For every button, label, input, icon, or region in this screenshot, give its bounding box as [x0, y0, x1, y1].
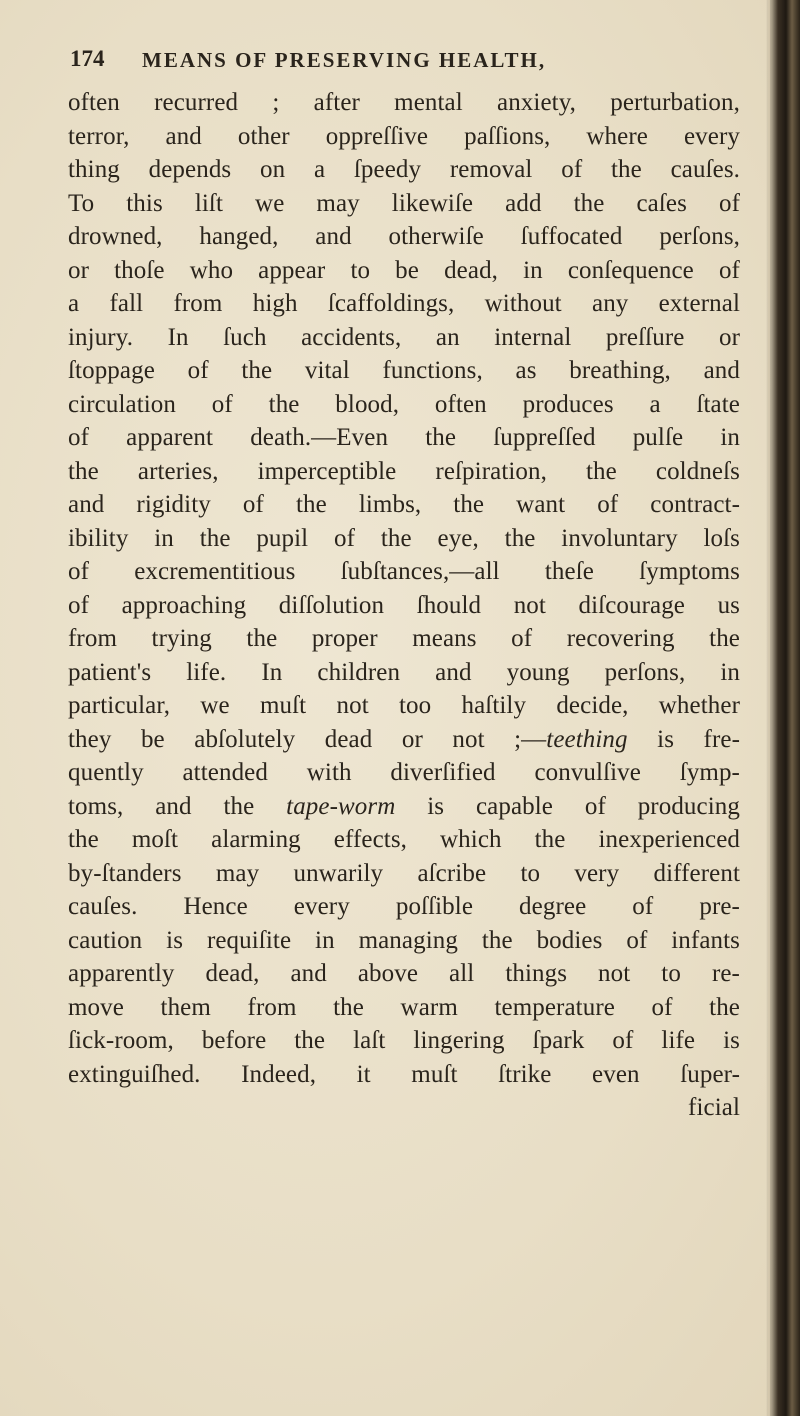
text-line: quently attended with diverſified convulſive ſymp- — [68, 759, 740, 786]
italic-term-teething: teething — [546, 725, 628, 753]
running-head-title: MEANS OF PRESERVING HEALTH, — [142, 48, 547, 72]
page-number: 174 — [70, 46, 105, 71]
text-line: particular, we muſt not too haſtily decide, whether — [68, 692, 740, 719]
text-line: often recurred ; after mental anxiety, perturbation, — [68, 89, 740, 116]
text-line: circulation of the blood, often produces a ſtate — [68, 390, 740, 418]
text-line: terror, and other oppreſſive paſſions, where every — [68, 122, 740, 150]
text-segment: toms, and the — [68, 792, 287, 820]
book-binding-shadow — [766, 0, 800, 1416]
text-line: by-ſtanders may unwarily aſcribe to very different — [68, 859, 740, 887]
text-line: or thoſe who appear to be dead, in conſequence of — [68, 256, 740, 284]
text-line: of apparent death.—Even the ſuppreſſed pulſe in — [68, 424, 740, 451]
text-line: from trying the proper means of recovering the — [68, 625, 740, 652]
text-line: extinguiſhed. Indeed, it muſt ſtrike even ſuper- — [68, 1060, 740, 1088]
italic-term-tape-worm: tape-worm — [286, 792, 396, 820]
text-line: and rigidity of the limbs, the want of contract- — [68, 491, 740, 518]
text-line: apparently dead, and above all things not to re- — [68, 960, 740, 987]
text-line: thing depends on a ſpeedy removal of the cauſes. — [68, 156, 740, 183]
text-line-with-italic — [68, 723, 740, 757]
text-line: ſick-room, before the laſt lingering ſpark of life is — [68, 1027, 740, 1054]
running-head — [70, 46, 730, 80]
text-line: caution is requiſite in managing the bodies of infants — [68, 926, 740, 954]
page-edge-line — [768, 0, 770, 1416]
catchword: ficial — [688, 1094, 740, 1121]
body-text — [68, 86, 740, 1125]
text-segment: they be abſolutely dead or not ;— — [68, 725, 547, 753]
text-line: the moſt alarming effects, which the inexperienced — [68, 826, 740, 853]
text-line: of approaching diſſolution ſhould not diſcourage us — [68, 591, 740, 619]
text-line-with-italic — [68, 790, 740, 824]
text-segment: is fre- — [627, 725, 741, 753]
text-line: a fall from high ſcaffoldings, without any external — [68, 290, 740, 317]
text-line: injury. In ſuch accidents, an internal preſſure or — [68, 323, 740, 351]
text-line: cauſes. Hence every poſſible degree of pre- — [68, 893, 740, 920]
text-segment: is capable of producing — [395, 792, 740, 820]
text-line: patient's life. In children and young perſons, in — [68, 658, 740, 686]
text-line: move them from the warm temperature of the — [68, 993, 740, 1021]
text-line: To this liſt we may likewiſe add the caſes of — [68, 189, 740, 217]
text-line: the arteries, imperceptible reſpiration, the coldneſs — [68, 457, 740, 485]
text-line: drowned, hanged, and otherwiſe ſuffocated perſons, — [68, 223, 740, 250]
text-line: ſtoppage of the vital functions, as breathing, and — [68, 357, 740, 384]
text-line: of excrementitious ſubſtances,—all theſe ſymptoms — [68, 558, 740, 585]
text-line: ibility in the pupil of the eye, the involuntary loſs — [68, 524, 740, 552]
